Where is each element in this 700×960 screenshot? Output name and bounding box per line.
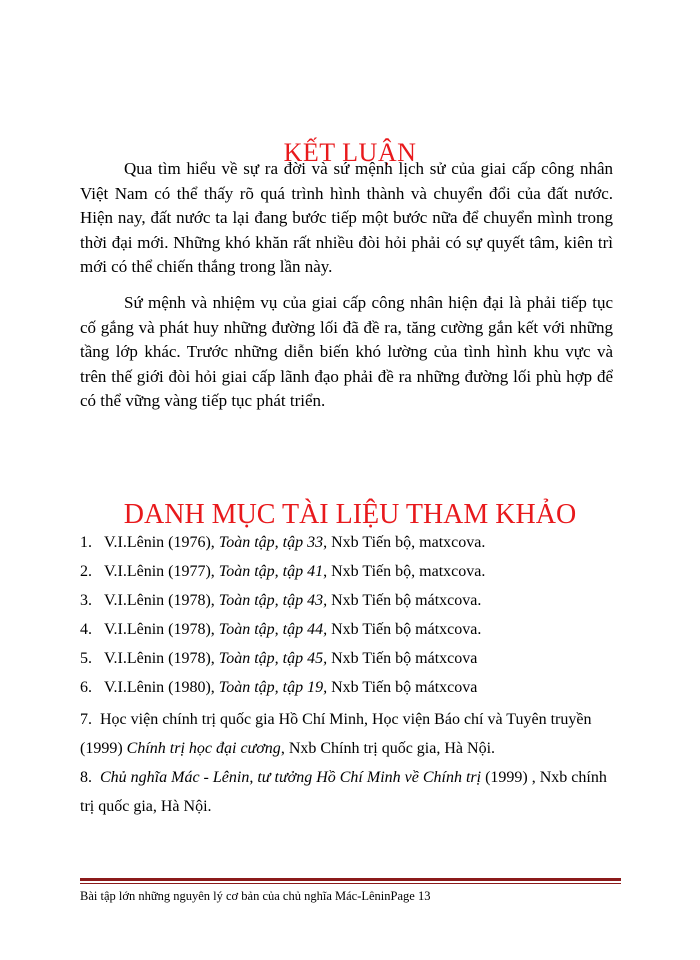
references-heading: DANH MỤC TÀI LIỆU THAM KHẢO bbox=[123, 498, 577, 530]
reference-item-3 bbox=[80, 589, 625, 613]
reference-number: 1. bbox=[80, 534, 92, 551]
reference-title: Toàn tập, tập 41 bbox=[218, 563, 324, 580]
reference-item-5 bbox=[80, 647, 625, 671]
reference-publisher: , Nxb Tiến bộ, matxcova. bbox=[323, 534, 486, 551]
reference-item-7 bbox=[80, 705, 625, 763]
reference-author: V.I.Lênin (1980), bbox=[104, 679, 219, 696]
reference-number: 6. bbox=[80, 679, 92, 696]
reference-title: Toàn tập, tập 45, bbox=[218, 650, 328, 667]
conclusion-paragraph-1: Qua tìm hiểu về sự ra đời và sứ mệnh lịch sử của giai cấp công nhân Việt Nam có thể thấy rõ quá trình hình thành và chuyển đổi của đất nước. Hiện nay, đất nước ta lại đang bước tiếp một bước nữa để chuyển mình trong thời đại mới. Những khó khăn rất nhiều đòi hỏi phải có sự quyết tâm, kiên trì mới có thể chiến thắng trong lần này. bbox=[80, 159, 613, 276]
reference-item-6 bbox=[80, 676, 625, 700]
reference-publisher: (1999) , Nxb chính trị quốc gia, Hà Nội. bbox=[80, 769, 607, 815]
reference-number: 3. bbox=[80, 592, 92, 609]
page-footer: Bài tập lớn những nguyên lý cơ bản của chủ nghĩa Mác-LêninPage 13 bbox=[80, 889, 431, 903]
reference-list bbox=[80, 531, 625, 821]
reference-item-4 bbox=[80, 618, 625, 642]
reference-number: 2. bbox=[80, 563, 92, 580]
reference-author: V.I.Lênin (1977), bbox=[104, 563, 219, 580]
reference-title: Chủ nghĩa Mác - Lênin, tư tưởng Hồ Chí Minh về Chính trị bbox=[100, 769, 482, 786]
reference-title: Toàn tập, tập 43, bbox=[218, 592, 328, 609]
reference-publisher: Nxb Tiến bộ mátxcova bbox=[327, 650, 478, 667]
reference-publisher: Nxb Tiến bộ mátxcova. bbox=[327, 621, 482, 638]
reference-item-1 bbox=[80, 531, 625, 555]
reference-title: Chính trị học đại cương bbox=[126, 740, 281, 757]
reference-title: Toàn tập, tập 33 bbox=[218, 534, 324, 551]
reference-number: 5. bbox=[80, 650, 92, 667]
reference-author: V.I.Lênin (1978), bbox=[104, 592, 219, 609]
conclusion-heading: KẾT LUẬN bbox=[283, 138, 417, 168]
footer-divider-thin bbox=[80, 883, 621, 884]
conclusion-paragraph-2: Sứ mệnh và nhiệm vụ của giai cấp công nhân hiện đại là phải tiếp tục cố gắng và phát huy những đường lối đã đề ra, tăng cường gắn kết với những tầng lớp khác. Trước những diễn biến khó lường của tình hình khu vực và trên thế giới đòi hỏi giai cấp lãnh đạo phải đề ra những đường lối phù hợp để có thể vững vàng tiếp tục phát triển. bbox=[80, 293, 613, 410]
reference-author: Học viện chính trị quốc gia Hồ Chí Minh, Học viện Báo chí và Tuyên truyền (1999) bbox=[80, 711, 592, 757]
reference-publisher: Nxb Tiến bộ mátxcova. bbox=[327, 592, 482, 609]
reference-publisher: Nxb Tiến bộ mátxcova bbox=[327, 679, 478, 696]
reference-publisher: , Nxb Tiến bộ, matxcova. bbox=[323, 563, 486, 580]
reference-author: V.I.Lênin (1978), bbox=[104, 621, 219, 638]
reference-number: 4. bbox=[80, 621, 92, 638]
reference-number: 8. bbox=[80, 769, 92, 786]
footer-divider bbox=[80, 878, 621, 881]
reference-title: Toàn tập, tập 19, bbox=[218, 679, 328, 696]
reference-title: Toàn tập, tập 44, bbox=[218, 621, 328, 638]
reference-number: 7. bbox=[80, 711, 92, 728]
reference-author: V.I.Lênin (1976), bbox=[104, 534, 219, 551]
reference-publisher: , Nxb Chính trị quốc gia, Hà Nội. bbox=[280, 740, 496, 757]
reference-author: V.I.Lênin (1978), bbox=[104, 650, 219, 667]
reference-item-8 bbox=[80, 763, 625, 821]
reference-item-2 bbox=[80, 560, 625, 584]
